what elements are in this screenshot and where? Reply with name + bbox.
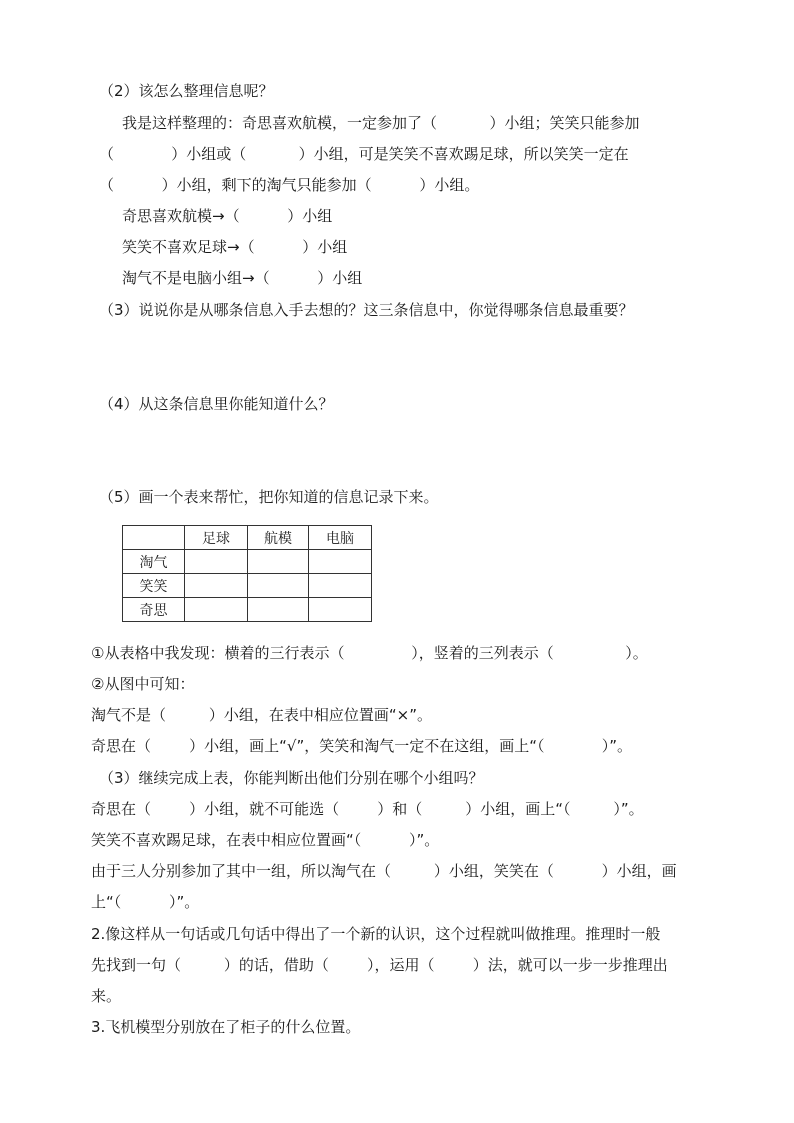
item-2-line-3: 来。 — [91, 987, 122, 1005]
table-header-cell: 足球 — [185, 526, 248, 550]
table-row — [123, 550, 372, 574]
table-cell[interactable] — [185, 598, 248, 622]
question-1: ①从表格中我发现：横着的三行表示（ ），竖着的三列表示（ ）。 — [91, 644, 648, 662]
table-cell[interactable] — [185, 550, 248, 574]
table-cell[interactable] — [309, 550, 372, 574]
table-cell[interactable] — [309, 574, 372, 598]
table-cell[interactable] — [185, 574, 248, 598]
section-2-paragraph-line-3: （ ）小组，剩下的淘气只能参加（ ）小组。 — [99, 176, 480, 194]
table-row — [123, 574, 372, 598]
item-3-line-1: 3.飞机模型分别放在了柜子的什么位置。 — [91, 1018, 361, 1036]
item-2-line-1: 2.像这样从一句话或几句话中得出了一个新的认识，这个过程就叫做推理。推理时一般 — [91, 925, 661, 943]
reasoning-chain-2: 笑笑不喜欢足球→（ ）小组 — [122, 238, 348, 256]
table-header-cell: 电脑 — [309, 526, 372, 550]
table-row — [123, 598, 372, 622]
section-2-paragraph-line-2: （ ）小组或（ ）小组，可是笑笑不喜欢踢足球，所以笑笑一定在 — [99, 145, 629, 163]
table-header-cell: 航模 — [248, 526, 309, 550]
table-header-cell — [123, 526, 185, 550]
section-3b-line-1: 奇思在（ ）小组，就不可能选（ ）和（ ）小组，画上“（ ）”。 — [91, 800, 644, 818]
table-cell[interactable] — [248, 550, 309, 574]
question-2-line-1: 淘气不是（ ）小组，在表中相应位置画“×”。 — [91, 706, 433, 724]
section-3b-line-3: 由于三人分别参加了其中一组，所以淘气在（ ）小组，笑笑在（ ）小组，画 — [91, 862, 677, 880]
table-cell[interactable] — [248, 574, 309, 598]
section-3b-line-2: 笑笑不喜欢踢足球，在表中相应位置画“（ ）”。 — [91, 831, 440, 849]
table-cell[interactable] — [309, 598, 372, 622]
item-2-line-2: 先找到一句（ ）的话，借助（ ），运用（ ）法，就可以一步一步推理出 — [91, 956, 668, 974]
section-3b-line-4: 上“（ ）”。 — [91, 893, 200, 911]
table-row-label: 淘气 — [123, 550, 185, 574]
section-2-paragraph-line-1: 我是这样整理的：奇思喜欢航模，一定参加了（ ）小组；笑笑只能参加 — [122, 114, 640, 132]
section-3-heading: （3）说说你是从哪条信息入手去想的？这三条信息中，你觉得哪条信息最重要？ — [99, 301, 634, 319]
section-4-heading: （4）从这条信息里你能知道什么？ — [99, 395, 334, 413]
section-2-heading: （2）该怎么整理信息呢？ — [99, 82, 274, 100]
table-header-row — [123, 526, 372, 550]
question-2-line-2: 奇思在（ ）小组，画上“√”，笑笑和淘气一定不在这组，画上“（ ）”。 — [91, 737, 633, 755]
question-2-heading: ②从图中可知： — [91, 675, 195, 693]
table-row-label: 奇思 — [123, 598, 185, 622]
info-table — [122, 525, 372, 622]
reasoning-chain-1: 奇思喜欢航模→（ ）小组 — [122, 207, 333, 225]
section-5-heading: （5）画一个表来帮忙，把你知道的信息记录下来。 — [99, 488, 439, 506]
table-cell[interactable] — [248, 598, 309, 622]
table-row-label: 笑笑 — [123, 574, 185, 598]
section-3b-heading: （3）继续完成上表，你能判断出他们分别在哪个小组吗？ — [99, 769, 484, 787]
reasoning-chain-3: 淘气不是电脑小组→（ ）小组 — [122, 269, 363, 287]
